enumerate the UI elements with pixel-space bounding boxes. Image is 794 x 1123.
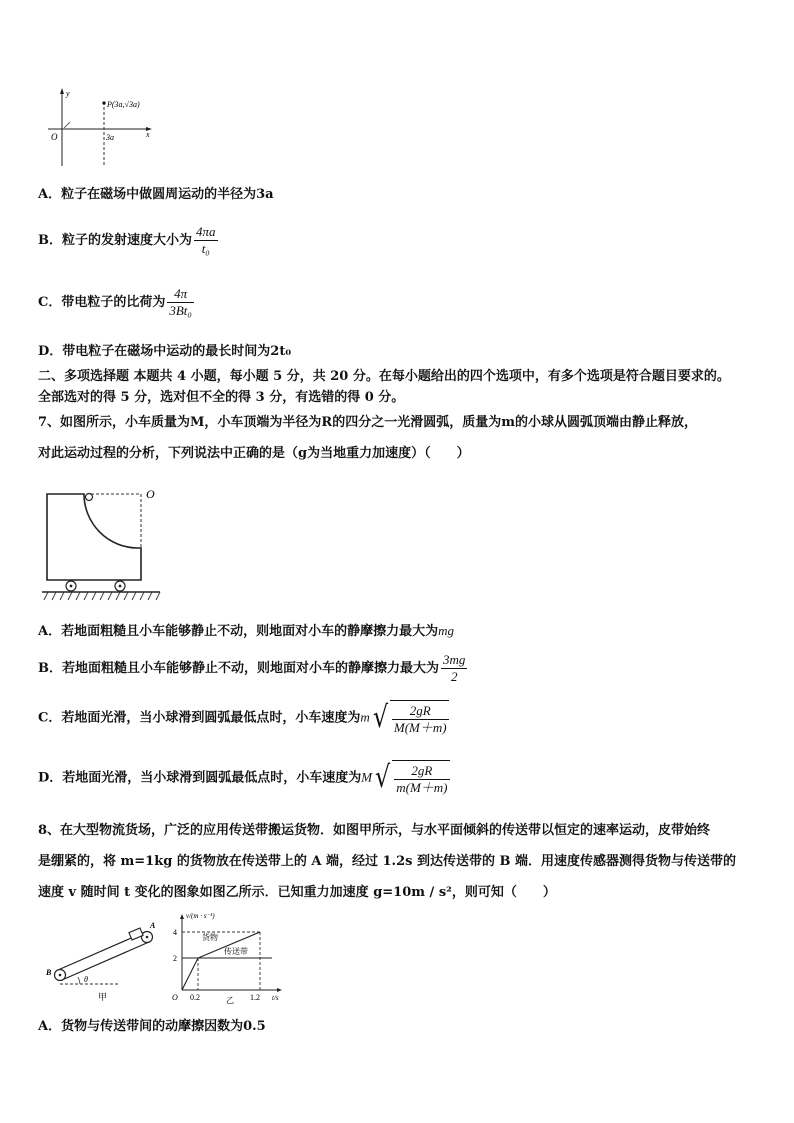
chart-xlabel: t/s xyxy=(272,994,279,1002)
q7-option-d-sqrt xyxy=(373,760,449,796)
q7-option-a xyxy=(38,622,454,641)
goods-line-label: 货物 xyxy=(202,933,218,942)
fraction-numerator: 2gR xyxy=(392,703,449,720)
x-axis-label: x xyxy=(146,130,150,139)
belt-label-theta: θ xyxy=(84,975,88,984)
fraction-denominator: M(M＋m) xyxy=(393,720,447,735)
radical-body xyxy=(390,700,449,736)
q8-option-a: A．货物与传送带间的动摩擦因数为0.5 xyxy=(38,1019,266,1034)
x-tick-0.2: 0.2 xyxy=(190,993,200,1002)
conveyor-figure xyxy=(40,918,166,1002)
velocity-time-chart xyxy=(168,910,286,1004)
center-label: O xyxy=(146,487,155,501)
origin-label: O xyxy=(51,132,58,142)
radical-body xyxy=(392,760,449,796)
fraction-denominator: m(M＋m) xyxy=(396,780,448,795)
y-axis-label: y xyxy=(66,89,70,98)
section-heading-line1: 二、多项选择题 本题共 4 小题，每小题 5 分，共 20 分。在每小题给出的四个选项中，有多个选项是符合题目要求的。 xyxy=(38,369,730,384)
fraction-denominator: 2 xyxy=(450,669,458,684)
q6-option-b-text: B．粒子的发射速度大小为 xyxy=(38,233,192,248)
q6-option-c xyxy=(38,286,194,319)
q6-option-c-text: C．带电粒子的比荷为 xyxy=(38,295,166,310)
fraction-numerator: 2gR xyxy=(394,763,449,780)
y-tick-2: 2 xyxy=(173,954,177,963)
chart-origin: O xyxy=(172,993,178,1002)
q6-option-d: D．带电粒子在磁场中运动的最长时间为2t₀ xyxy=(38,344,292,359)
q6-option-a: A．粒子在磁场中做圆周运动的半径为3a xyxy=(38,187,274,202)
q7-stem-line1: 7、如图所示，小车质量为M，小车顶端为半径为R的四分之一光滑圆弧，质量为m的小球从圆弧顶端由静止释放， xyxy=(38,415,697,430)
q7-option-a-math: mg xyxy=(438,623,454,638)
q7-option-c-coef: m xyxy=(360,709,370,725)
q7-option-d-text: D．若地面光滑，当小球滑到圆弧最低点时，小车速度为 xyxy=(38,770,362,786)
q7-option-a-text: A．若地面粗糙且小车能够静止不动，则地面对小车的静摩擦力最大为 xyxy=(38,624,439,639)
q7-stem-line2: 对此运动过程的分析，下列说法中正确的是（g为当地重力加速度）（ ） xyxy=(38,446,470,461)
belt-line-label: 传送带 xyxy=(224,947,248,956)
fraction-numerator: 4π xyxy=(167,286,194,303)
radical-sign: √ xyxy=(372,700,388,735)
fraction-denominator: t₀ xyxy=(201,241,210,256)
radical-sign: √ xyxy=(375,760,391,795)
q7-option-d-fraction xyxy=(394,763,449,796)
q7-option-c xyxy=(38,700,449,736)
q7-option-b-fraction xyxy=(441,652,467,685)
q7-option-c-text: C．若地面光滑，当小球滑到圆弧最低点时，小车速度为 xyxy=(38,710,361,726)
q7-option-b-text: B．若地面粗糙且小车能够静止不动，则地面对小车的静摩擦力最大为 xyxy=(38,661,439,676)
q8-stem-line3: 速度 v 随时间 t 变化的图象如图乙所示．已知重力加速度 g=10m / s²，则可知（ ） xyxy=(38,885,556,900)
belt-label-a: A xyxy=(150,921,156,930)
coordinate-figure xyxy=(44,86,164,168)
q6-option-b xyxy=(38,224,218,257)
q8-stem-line1: 8、在大型物流货场，广泛的应用传送带搬运货物．如图甲所示，与水平面倾斜的传送带以恒定的速率运动，皮带始终 xyxy=(38,823,711,838)
q7-option-c-fraction xyxy=(392,703,449,736)
q8-stem-line2: 是绷紧的，将 m=1kg 的货物放在传送带上的 A 端，经过 1.2s 到达传送带的 B 端．用速度传感器测得货物与传送带的 xyxy=(38,854,737,869)
fraction-numerator: 3mg xyxy=(443,652,466,667)
cart-figure xyxy=(38,484,168,604)
chart-ylabel: v/(m · s⁻¹) xyxy=(186,912,215,920)
chart-caption: 乙 xyxy=(226,996,234,1004)
q7-option-c-sqrt xyxy=(371,700,449,736)
x-tick-1.2: 1.2 xyxy=(250,993,260,1002)
q7-option-d xyxy=(38,760,450,796)
tick-label: 3a xyxy=(106,133,114,142)
q7-option-b xyxy=(38,652,467,685)
section-heading-line2: 全部选对的得 5 分，选对但不全的得 3 分，有选错的得 0 分。 xyxy=(38,390,405,405)
fraction-numerator: 4πa xyxy=(196,224,216,239)
belt-label-b: B xyxy=(46,968,52,977)
q6-option-b-fraction xyxy=(194,224,218,257)
q7-option-d-coef: M xyxy=(361,769,373,785)
fraction-denominator: 3Bt₀ xyxy=(169,303,192,318)
y-tick-4: 4 xyxy=(173,928,177,937)
belt-caption: 甲 xyxy=(98,992,108,1002)
point-label: P(3a,√3a) xyxy=(107,100,140,109)
q6-option-c-fraction xyxy=(167,286,194,319)
